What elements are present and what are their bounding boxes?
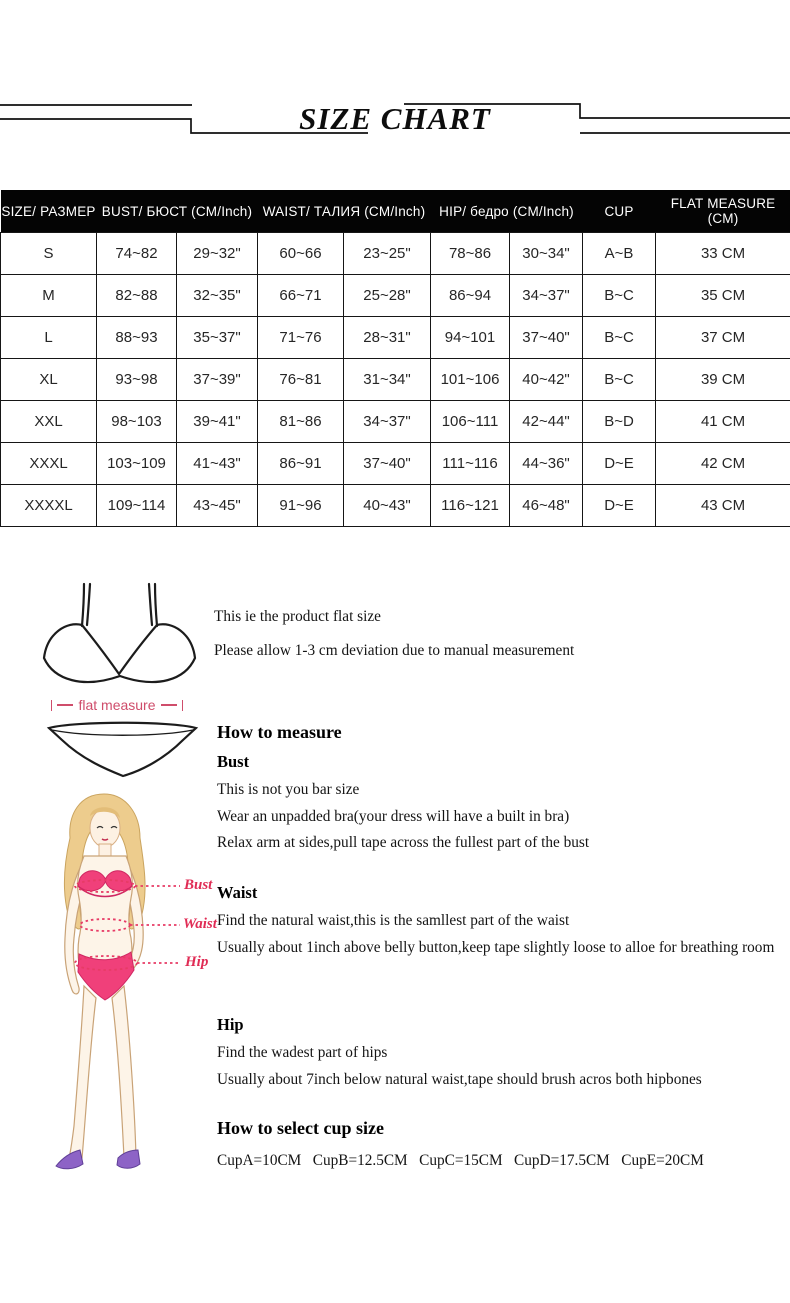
cup-size-section xyxy=(217,1118,790,1175)
column-header-bust: BUST/ БЮСТ (CM/Inch) xyxy=(97,190,258,233)
table-header-row xyxy=(1,190,790,233)
table-cell: 28~31" xyxy=(344,317,431,359)
table-cell: 35~37" xyxy=(177,317,258,359)
waist-line-1: Find the natural waist,this is the samllest part of the waist xyxy=(217,912,570,929)
left-tick xyxy=(51,700,53,711)
table-cell: XXXXL xyxy=(1,485,97,527)
table-row xyxy=(1,485,790,527)
hip-section xyxy=(217,1013,790,1093)
table-cell: D~E xyxy=(583,443,656,485)
column-header-flat-measure: FLAT MEASURE (CM) xyxy=(656,190,790,233)
bikini-bottom-illustration xyxy=(45,718,200,780)
table-cell: 98~103 xyxy=(97,401,177,443)
table-cell: 86~94 xyxy=(431,275,510,317)
table-cell: 32~35" xyxy=(177,275,258,317)
table-cell: 37~40" xyxy=(344,443,431,485)
female-figure-illustration xyxy=(22,786,212,1186)
table-cell: A~B xyxy=(583,233,656,275)
left-dash xyxy=(57,704,73,706)
figure-bust-label: Bust xyxy=(184,877,213,893)
table-cell: 37~40" xyxy=(510,317,583,359)
table-cell: 34~37" xyxy=(510,275,583,317)
table-cell: B~C xyxy=(583,275,656,317)
table-cell: 23~25" xyxy=(344,233,431,275)
table-body xyxy=(1,233,790,527)
table-cell: 42~44" xyxy=(510,401,583,443)
bust-line-3: Relax arm at sides,pull tape across the fullest part of the bust xyxy=(217,834,590,851)
table-cell: 78~86 xyxy=(431,233,510,275)
hip-line-1: Find the wadest part of hips xyxy=(217,1044,388,1061)
table-cell: 46~48" xyxy=(510,485,583,527)
table-cell: 39 CM xyxy=(656,359,790,401)
table-row xyxy=(1,317,790,359)
table-cell: 116~121 xyxy=(431,485,510,527)
column-header-size: SIZE/ РАЗМЕР xyxy=(1,190,97,233)
table-cell: 60~66 xyxy=(258,233,344,275)
table-cell: 91~96 xyxy=(258,485,344,527)
table-cell: B~D xyxy=(583,401,656,443)
bust-heading: Bust xyxy=(217,752,250,771)
size-chart-table xyxy=(0,190,790,527)
table-cell: 41~43" xyxy=(177,443,258,485)
cup-size-values: CupA=10CM CupB=12.5CM CupC=15CM CupD=17.5CM CupE=20CM xyxy=(217,1152,704,1169)
table-cell: 106~111 xyxy=(431,401,510,443)
table-cell: 101~106 xyxy=(431,359,510,401)
table-cell: 30~34" xyxy=(510,233,583,275)
table-cell: 66~71 xyxy=(258,275,344,317)
table-cell: 43~45" xyxy=(177,485,258,527)
hip-line-2: Usually about 7inch below natural waist,tape should brush acros both hipbones xyxy=(217,1070,702,1088)
table-cell: XXL xyxy=(1,401,97,443)
table-row xyxy=(1,233,790,275)
table-cell: 111~116 xyxy=(431,443,510,485)
table-cell: 33 CM xyxy=(656,233,790,275)
waist-section xyxy=(217,881,790,961)
right-tick xyxy=(182,700,184,711)
bust-line-1: This is not you bar size xyxy=(217,781,360,798)
table-cell: XL xyxy=(1,359,97,401)
table-cell: 40~42" xyxy=(510,359,583,401)
figure-waist-label: Waist xyxy=(183,916,217,932)
table-cell: 86~91 xyxy=(258,443,344,485)
how-to-measure-section xyxy=(217,722,790,857)
waist-line-2: Usually about 1inch above belly button,keep tape slightly loose to alloe for breathing room xyxy=(217,938,775,956)
table-cell: 37~39" xyxy=(177,359,258,401)
bikini-top-illustration xyxy=(35,580,207,698)
table-cell: 109~114 xyxy=(97,485,177,527)
table-cell: 31~34" xyxy=(344,359,431,401)
table-cell: 71~76 xyxy=(258,317,344,359)
figure-hip-label: Hip xyxy=(185,954,209,970)
column-header-waist: WAIST/ ТАЛИЯ (CM/Inch) xyxy=(258,190,431,233)
table-cell: D~E xyxy=(583,485,656,527)
table-cell: 29~32" xyxy=(177,233,258,275)
table-cell: 40~43" xyxy=(344,485,431,527)
table-cell: 39~41" xyxy=(177,401,258,443)
table-cell: 76~81 xyxy=(258,359,344,401)
note-line-1: This ie the product flat size xyxy=(214,608,381,625)
table-row xyxy=(1,443,790,485)
column-header-hip: HIP/ бедро (CM/Inch) xyxy=(431,190,583,233)
note-line-2: Please allow 1-3 cm deviation due to manual measurement xyxy=(214,642,575,659)
table-row xyxy=(1,275,790,317)
table-row xyxy=(1,359,790,401)
table-cell: 25~28" xyxy=(344,275,431,317)
table-cell: XXXL xyxy=(1,443,97,485)
table-cell: S xyxy=(1,233,97,275)
hip-heading: Hip xyxy=(217,1015,244,1034)
table-cell: 37 CM xyxy=(656,317,790,359)
flat-measure-label: flat measure xyxy=(78,697,156,713)
table-cell: 94~101 xyxy=(431,317,510,359)
table-cell: 34~37" xyxy=(344,401,431,443)
table-cell: 44~36" xyxy=(510,443,583,485)
table-cell: M xyxy=(1,275,97,317)
table-cell: 41 CM xyxy=(656,401,790,443)
table-cell: L xyxy=(1,317,97,359)
bust-line-2: Wear an unpadded bra(your dress will have a built in bra) xyxy=(217,807,570,825)
cup-size-heading: How to select cup size xyxy=(217,1118,384,1138)
table-cell: 74~82 xyxy=(97,233,177,275)
waist-heading: Waist xyxy=(217,883,258,902)
table-cell: 42 CM xyxy=(656,443,790,485)
right-dash xyxy=(161,704,177,706)
table-cell: 103~109 xyxy=(97,443,177,485)
table-cell: 88~93 xyxy=(97,317,177,359)
table-row xyxy=(1,401,790,443)
table-cell: 81~86 xyxy=(258,401,344,443)
table-cell: 35 CM xyxy=(656,275,790,317)
table-cell: 82~88 xyxy=(97,275,177,317)
flat-measure-bracket xyxy=(38,696,196,714)
table-cell: B~C xyxy=(583,317,656,359)
how-to-measure-heading: How to measure xyxy=(217,722,342,742)
flat-size-note xyxy=(214,600,790,668)
table-cell: B~C xyxy=(583,359,656,401)
column-header-cup: CUP xyxy=(583,190,656,233)
table-cell: 93~98 xyxy=(97,359,177,401)
table-cell: 43 CM xyxy=(656,485,790,527)
page-title: SIZE CHART xyxy=(299,101,491,136)
